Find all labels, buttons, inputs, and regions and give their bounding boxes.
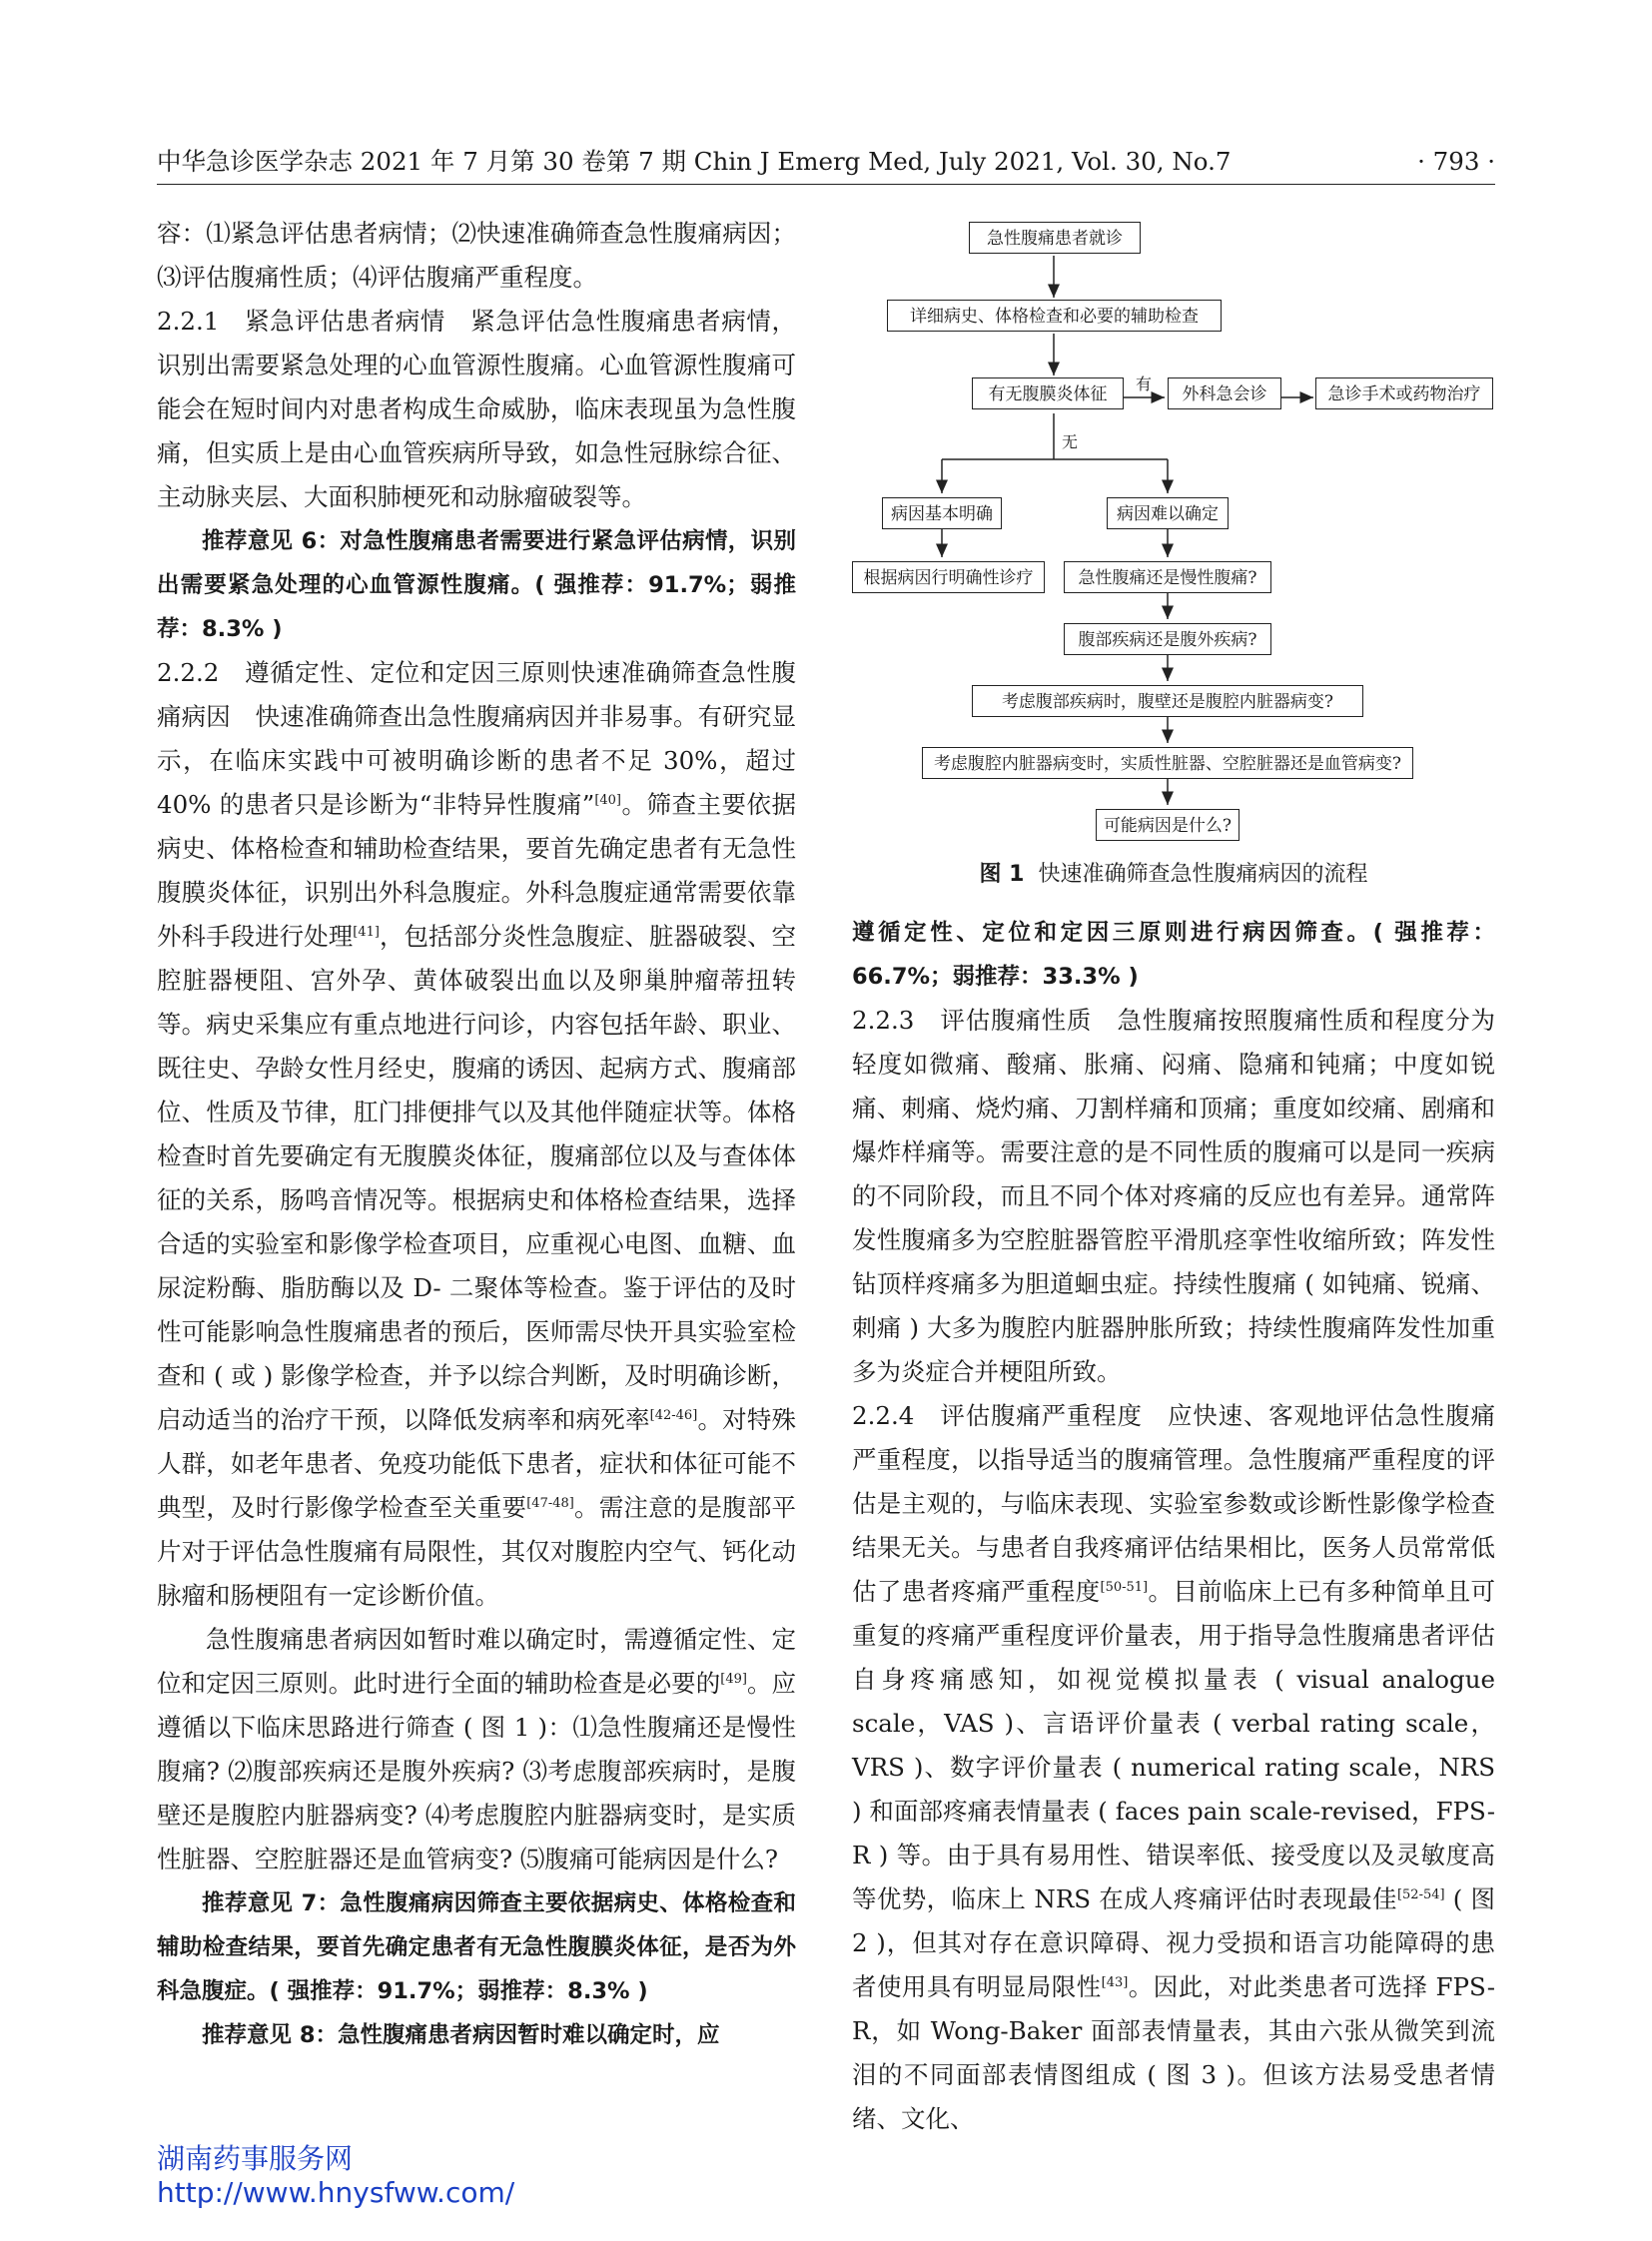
- box-cause-unclear: 病因难以确定: [1107, 497, 1229, 529]
- watermark-url-link[interactable]: http://www.hnysfww.com/: [157, 2176, 515, 2209]
- box-acute-or-chronic: 急性腹痛还是慢性腹痛?: [1064, 561, 1271, 593]
- box-organ-type: 考虑腹腔内脏器病变时，实质性脏器、空腔脏器还是血管病变?: [922, 747, 1413, 779]
- left-column: [157, 212, 796, 2057]
- citation-42-46: [42-46]: [649, 1407, 698, 1423]
- label-yes: 有: [1136, 374, 1153, 393]
- box-surgery-or-drug: 急诊手术或药物治疗: [1315, 377, 1493, 409]
- right-column: [852, 911, 1495, 2141]
- citation-47-48: [47-48]: [526, 1495, 574, 1511]
- paragraph-screening: 急性腹痛患者病因如暂时难以确定时，需遵循定性、定位和定因三原则。此时进行全面的辅助检查是必要的[49]。应遵循以下临床思路进行筛查 ( 图 1 )：⑴急性腹痛还是慢性腹痛? ⑵腹部疾病还是腹外疾病? ⑶考虑腹部疾病时，是腹壁还是腹腔内脏器病变? ⑷考虑腹腔内脏器病变时，是实质性脏器、空腔脏器还是血管病变? ⑸腹痛可能病因是什么?: [157, 1625, 797, 1873]
- watermark-site-name: 湖南药事服务网: [157, 2142, 354, 2175]
- recommendation-6: 推荐意见 6：对急性腹痛患者需要进行紧急评估病情，识别出需要紧急处理的心血管源性腹痛。( 强推荐：91.7%；弱推荐：8.3% ): [157, 528, 796, 642]
- citation-41: [41]: [353, 924, 380, 940]
- label-no: 无: [1062, 432, 1079, 451]
- caption-text: 快速准确筛查急性腹痛病因的流程: [1038, 862, 1368, 887]
- section-2-2-3: 2.2.3 评估腹痛性质 急性腹痛按照腹痛性质和程度分为轻度如微痛、酸痛、胀痛、闷痛、隐痛和钝痛；中度如锐痛、刺痛、烧灼痛、刀割样痛和顶痛；重度如绞痛、剧痛和爆炸样痛等。需要注意的是不同性质的腹痛可以是同一疾病的不同阶段，而且不同个体对疼痛的反应也有差异。通常阵发性腹痛多为空腔脏器管腔平滑肌痉挛性收缩所致；阵发性钻顶样疼痛多为胆道蛔虫症。持续性腹痛 ( 如钝痛、锐痛、刺痛 ) 大多为腹腔内脏器肿胀所致；持续性腹痛阵发性加重多为炎症合并梗阻所致。: [852, 1006, 1495, 1386]
- caption-number: 图 1: [979, 862, 1025, 887]
- citation-49: [49]: [720, 1671, 747, 1687]
- journal-citation: 中华急诊医学杂志 2021 年 7 月第 30 卷第 7 期 Chin J Emerg Med, July 2021, Vol. 30, No.7: [157, 147, 1232, 176]
- section-2-2-4: 2.2.4 评估腹痛严重程度 应快速、客观地评估急性腹痛严重程度，以指导适当的腹痛管理。急性腹痛严重程度的评估是主观的，与临床表现、实验室参数或诊断性影像学检查结果无关。与患者自我疼痛评估结果相比，医务人员常常低估了患者疼痛严重程度[50-51]。目前临床上已有多种简单且可重复的疼痛严重程度评价量表，用于指导急性腹痛患者评估自身疼痛感知，如视觉模拟量表 ( visual analogue scale，VAS )、言语评价量表 ( verbal rating scale，VRS )、数字评价量表 ( numerical rating scale，NRS ) 和面部疼痛表情量表 ( faces pain scale-revised，FPS-R ) 等。由于具有易用性、错误率低、接受度以及灵敏度高等优势，临床上 NRS 在成人疼痛评估时表现最佳[52-54] ( 图 2 )，但其对存在意识障碍、视力受损和语言功能障碍的患者使用具有明显局限性[43]。因此，对此类患者可选择 FPS-R，如 Wong-Baker 面部表情量表，其由六张从微笑到流泪的不同面部表情图组成 ( 图 3 )。但该方法易受患者情绪、文化、: [852, 1401, 1496, 2133]
- box-history-exam: 详细病史、体格检查和必要的辅助检查: [887, 300, 1222, 332]
- section-2-2-1: 2.2.1 紧急评估患者病情 紧急评估急性腹痛患者病情，识别出需要紧急处理的心血管源性腹痛。心血管源性腹痛可能会在短时间内对患者构成生命威胁，临床表现虽为急性腹痛，但实质上是由心血管疾病所导致，如急性冠脉综合征、主动脉夹层、大面积肺梗死和动脉瘤破裂等。: [157, 307, 796, 511]
- citation-40: [40]: [594, 792, 621, 808]
- figure-1-flowchart: [852, 212, 1495, 851]
- box-possible-cause: 可能病因是什么?: [1096, 809, 1239, 841]
- box-abdominal-or-extra: 腹部疾病还是腹外疾病?: [1064, 623, 1271, 655]
- recommendation-8-start: 推荐意见 8：急性腹痛患者病因暂时难以确定时，应: [202, 2022, 720, 2048]
- section-2-2-2: 2.2.2 遵循定性、定位和定因三原则快速准确筛查急性腹痛病因 快速准确筛查出急性腹痛病因并非易事。有研究显示，在临床实践中可被明确诊断的患者不足 30%，超过 40% 的患者只是诊断为“非特异性腹痛”[40]。筛查主要依据病史、体格检查和辅助检查结果，要首先确定患者有无急性腹膜炎体征，识别出外科急腹症。外科急腹症通常需要依靠外科手段进行处理[41]，包括部分炎性急腹症、脏器破裂、空腔脏器梗阻、宫外孕、黄体破裂出血以及卵巢肿瘤蒂扭转等。病史采集应有重点地进行问诊，内容包括年龄、职业、既往史、孕龄女性月经史，腹痛的诱因、起病方式、腹痛部位、性质及节律，肛门排便排气以及其他伴随症状等。体格检查时首先要确定有无腹膜炎体征，腹痛部位以及与查体体征的关系，肠鸣音情况等。根据病史和体格检查结果，选择合适的实验室和影像学检查项目，应重视心电图、血糖、血尿淀粉酶、脂肪酶以及 D- 二聚体等检查。鉴于评估的及时性可能影响急性腹痛患者的预后，医师需尽快开具实验室检查和 ( 或 ) 影像学检查，并予以综合判断，及时明确诊断，启动适当的治疗干预，以降低发病率和病死率[42-46]。对特殊人群，如老年患者、免疫功能低下患者，症状和体征可能不典型，及时行影像学检查至关重要[47-48]。需注意的是腹部平片对于评估急性腹痛有局限性，其仅对腹腔内空气、钙化动脉瘤和肠梗阻有一定诊断价值。: [157, 658, 797, 1610]
- citation-43: [43]: [1101, 1974, 1129, 1990]
- running-header: [157, 144, 1495, 185]
- box-surgical-consult: 外科急会诊: [1168, 377, 1281, 409]
- paragraph-contents: 容：⑴紧急评估患者病情；⑵快速准确筛查急性腹痛病因；⑶评估腹痛性质；⑷评估腹痛严重程度。: [157, 219, 796, 292]
- box-patient-visit: 急性腹痛患者就诊: [969, 222, 1141, 254]
- box-definitive-treatment: 根据病因行明确性诊疗: [852, 561, 1045, 593]
- recommendation-7: 推荐意见 7：急性腹痛病因筛查主要依据病史、体格检查和辅助检查结果，要首先确定患者有无急性腹膜炎体征，是否为外科急腹症。( 强推荐：91.7%；弱推荐：8.3% ): [157, 1890, 796, 2004]
- box-peritonitis-signs: 有无腹膜炎体征: [972, 377, 1124, 409]
- figure-1-caption: [852, 859, 1495, 891]
- watermark: [157, 2142, 514, 2210]
- box-cause-clear: 病因基本明确: [882, 497, 1002, 529]
- citation-50-51: [50-51]: [1100, 1579, 1149, 1595]
- citation-52-54: [52-54]: [1396, 1886, 1445, 1902]
- page-number: · 793 ·: [1417, 147, 1495, 176]
- box-wall-or-organ: 考虑腹部疾病时，腹壁还是腹腔内脏器病变?: [972, 685, 1363, 717]
- recommendation-8-end: 遵循定性、定位和定因三原则进行病因筛查。( 强推荐：66.7%；弱推荐：33.3% ): [852, 920, 1495, 990]
